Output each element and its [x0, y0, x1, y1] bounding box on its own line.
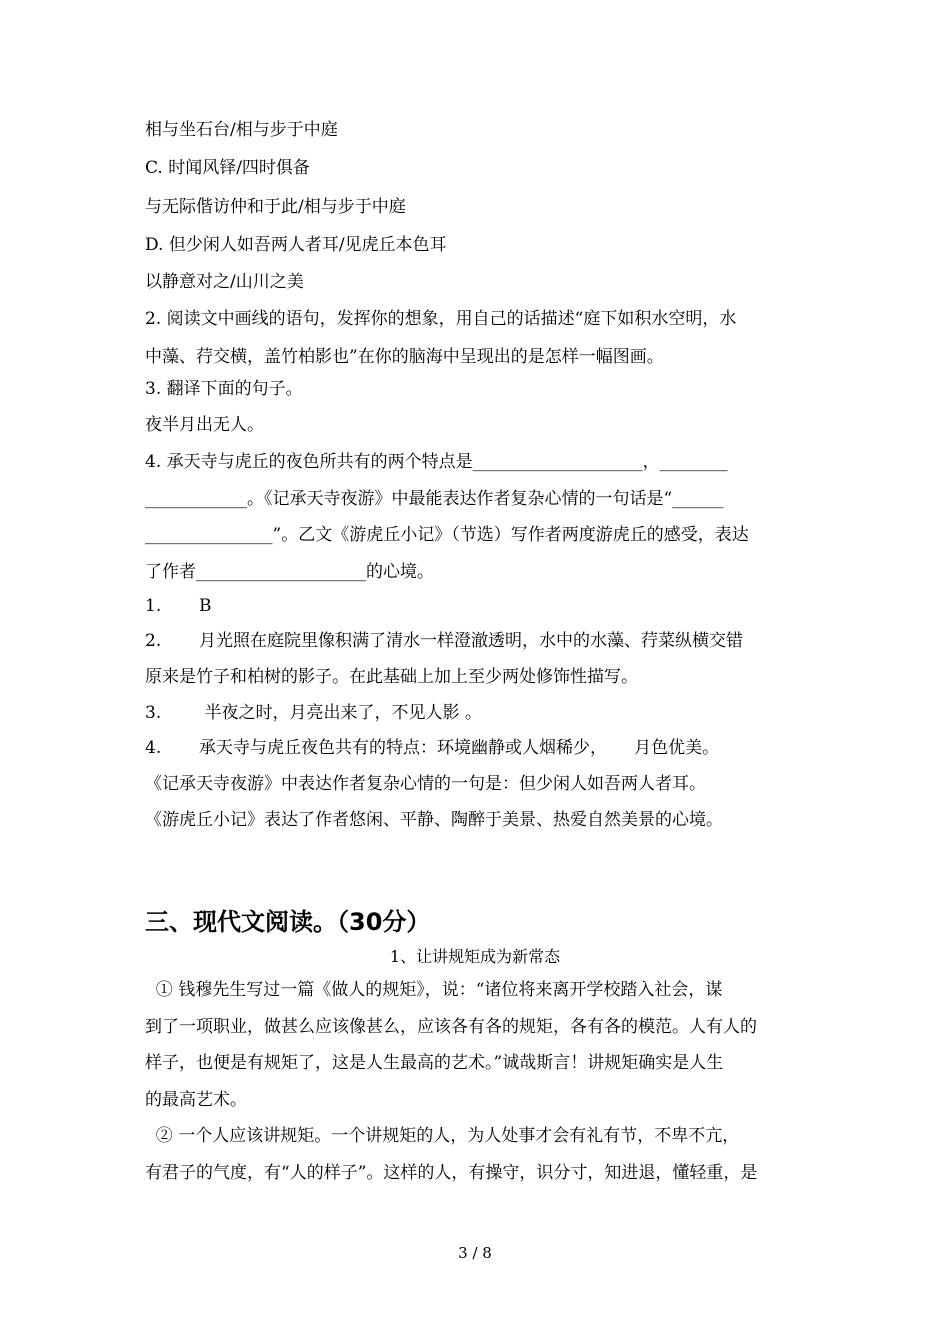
page-number: 3 / 8 [458, 1244, 492, 1262]
answer-4-line-1: 4. 承天寺与虎丘夜色共有的特点：环境幽静或人烟稀少， 月色优美。 [145, 738, 720, 758]
section-heading: 三、现代文阅读。（30分） [145, 908, 431, 936]
option-b-line: 相与坐石台/相与步于中庭 [145, 120, 338, 140]
paragraph-2-line-2: 有君子的气度，有“人的样子”。这样的人，有操守，识分寸，知进退，懂轻重，是 [145, 1163, 758, 1183]
question-4-line-4: 了作者____________________的心境。 [145, 562, 434, 582]
question-4-line-2: ____________。《记承天寺夜游》中最能表达作者复杂心情的一句话是“______ [145, 489, 724, 509]
paragraph-1-line-3: 样子，也便是有规矩了，这是人生最高的艺术。”诚哉斯言！讲规矩确实是人生 [145, 1053, 724, 1073]
answer-1: 1. B [145, 596, 212, 616]
question-4-line-3: _______________”。乙文《游虎丘小记》（节选）写作者两度游虎丘的感受，表达 [145, 525, 749, 545]
question-3: 3. 翻译下面的句子。 [145, 379, 303, 399]
answer-4-line-2: 《记承天寺夜游》中表达作者复杂心情的一句是：但少闲人如吾两人者耳。 [145, 774, 706, 794]
answer-2-line-2: 原来是竹子和柏树的影子。在此基础上加上至少两处修饰性描写。 [145, 667, 638, 687]
article-title: 1、让讲规矩成为新常态 [389, 947, 561, 966]
answer-3: 3. 半夜之时，月亮出来了，不见人影 。 [145, 703, 482, 723]
answer-4-line-3: 《游虎丘小记》表达了作者悠闲、平静、陶醉于美景、热爱自然美景的心境。 [145, 810, 723, 830]
question-2-line-2: 中藻、荇交横，盖竹柏影也”在你的脑海中呈现出的是怎样一幅图画。 [145, 347, 664, 367]
question-2-line-1: 2. 阅读文中画线的语句，发挥你的想象，用自己的话描述“庭下如积水空明，水 [145, 309, 737, 329]
paragraph-1-line-2: 到了一项职业，做甚么应该像甚么，应该各有各的规矩，各有各的模范。人有人的 [145, 1017, 757, 1037]
option-c-line-2: 与无际偕访仲和于此/相与步于中庭 [145, 197, 406, 217]
paragraph-2-line-1: ② 一个人应该讲规矩。一个讲规矩的人，为人处事才会有礼有节，不卑不亢， [145, 1126, 740, 1146]
option-d-line-2: 以静意对之/山川之美 [145, 272, 304, 292]
question-4-line-1: 4. 承天寺与虎丘的夜色所共有的两个特点是____________________，________ [145, 452, 728, 472]
option-d-line: D. 但少闲人如吾两人者耳/见虎丘本色耳 [145, 235, 447, 255]
answer-2-line-1: 2. 月光照在庭院里像积满了清水一样澄澈透明，水中的水藻、荇菜纵横交错 [145, 631, 744, 651]
paragraph-1-line-1: ① 钱穆先生写过一篇《做人的规矩》，说：“诸位将来离开学校踏入社会，谋 [145, 980, 723, 1000]
question-3-sentence: 夜半月出无人。 [145, 415, 264, 435]
option-c-line: C. 时闻风铎/四时俱备 [145, 158, 310, 178]
paragraph-1-line-4: 的最高艺术。 [145, 1090, 247, 1110]
